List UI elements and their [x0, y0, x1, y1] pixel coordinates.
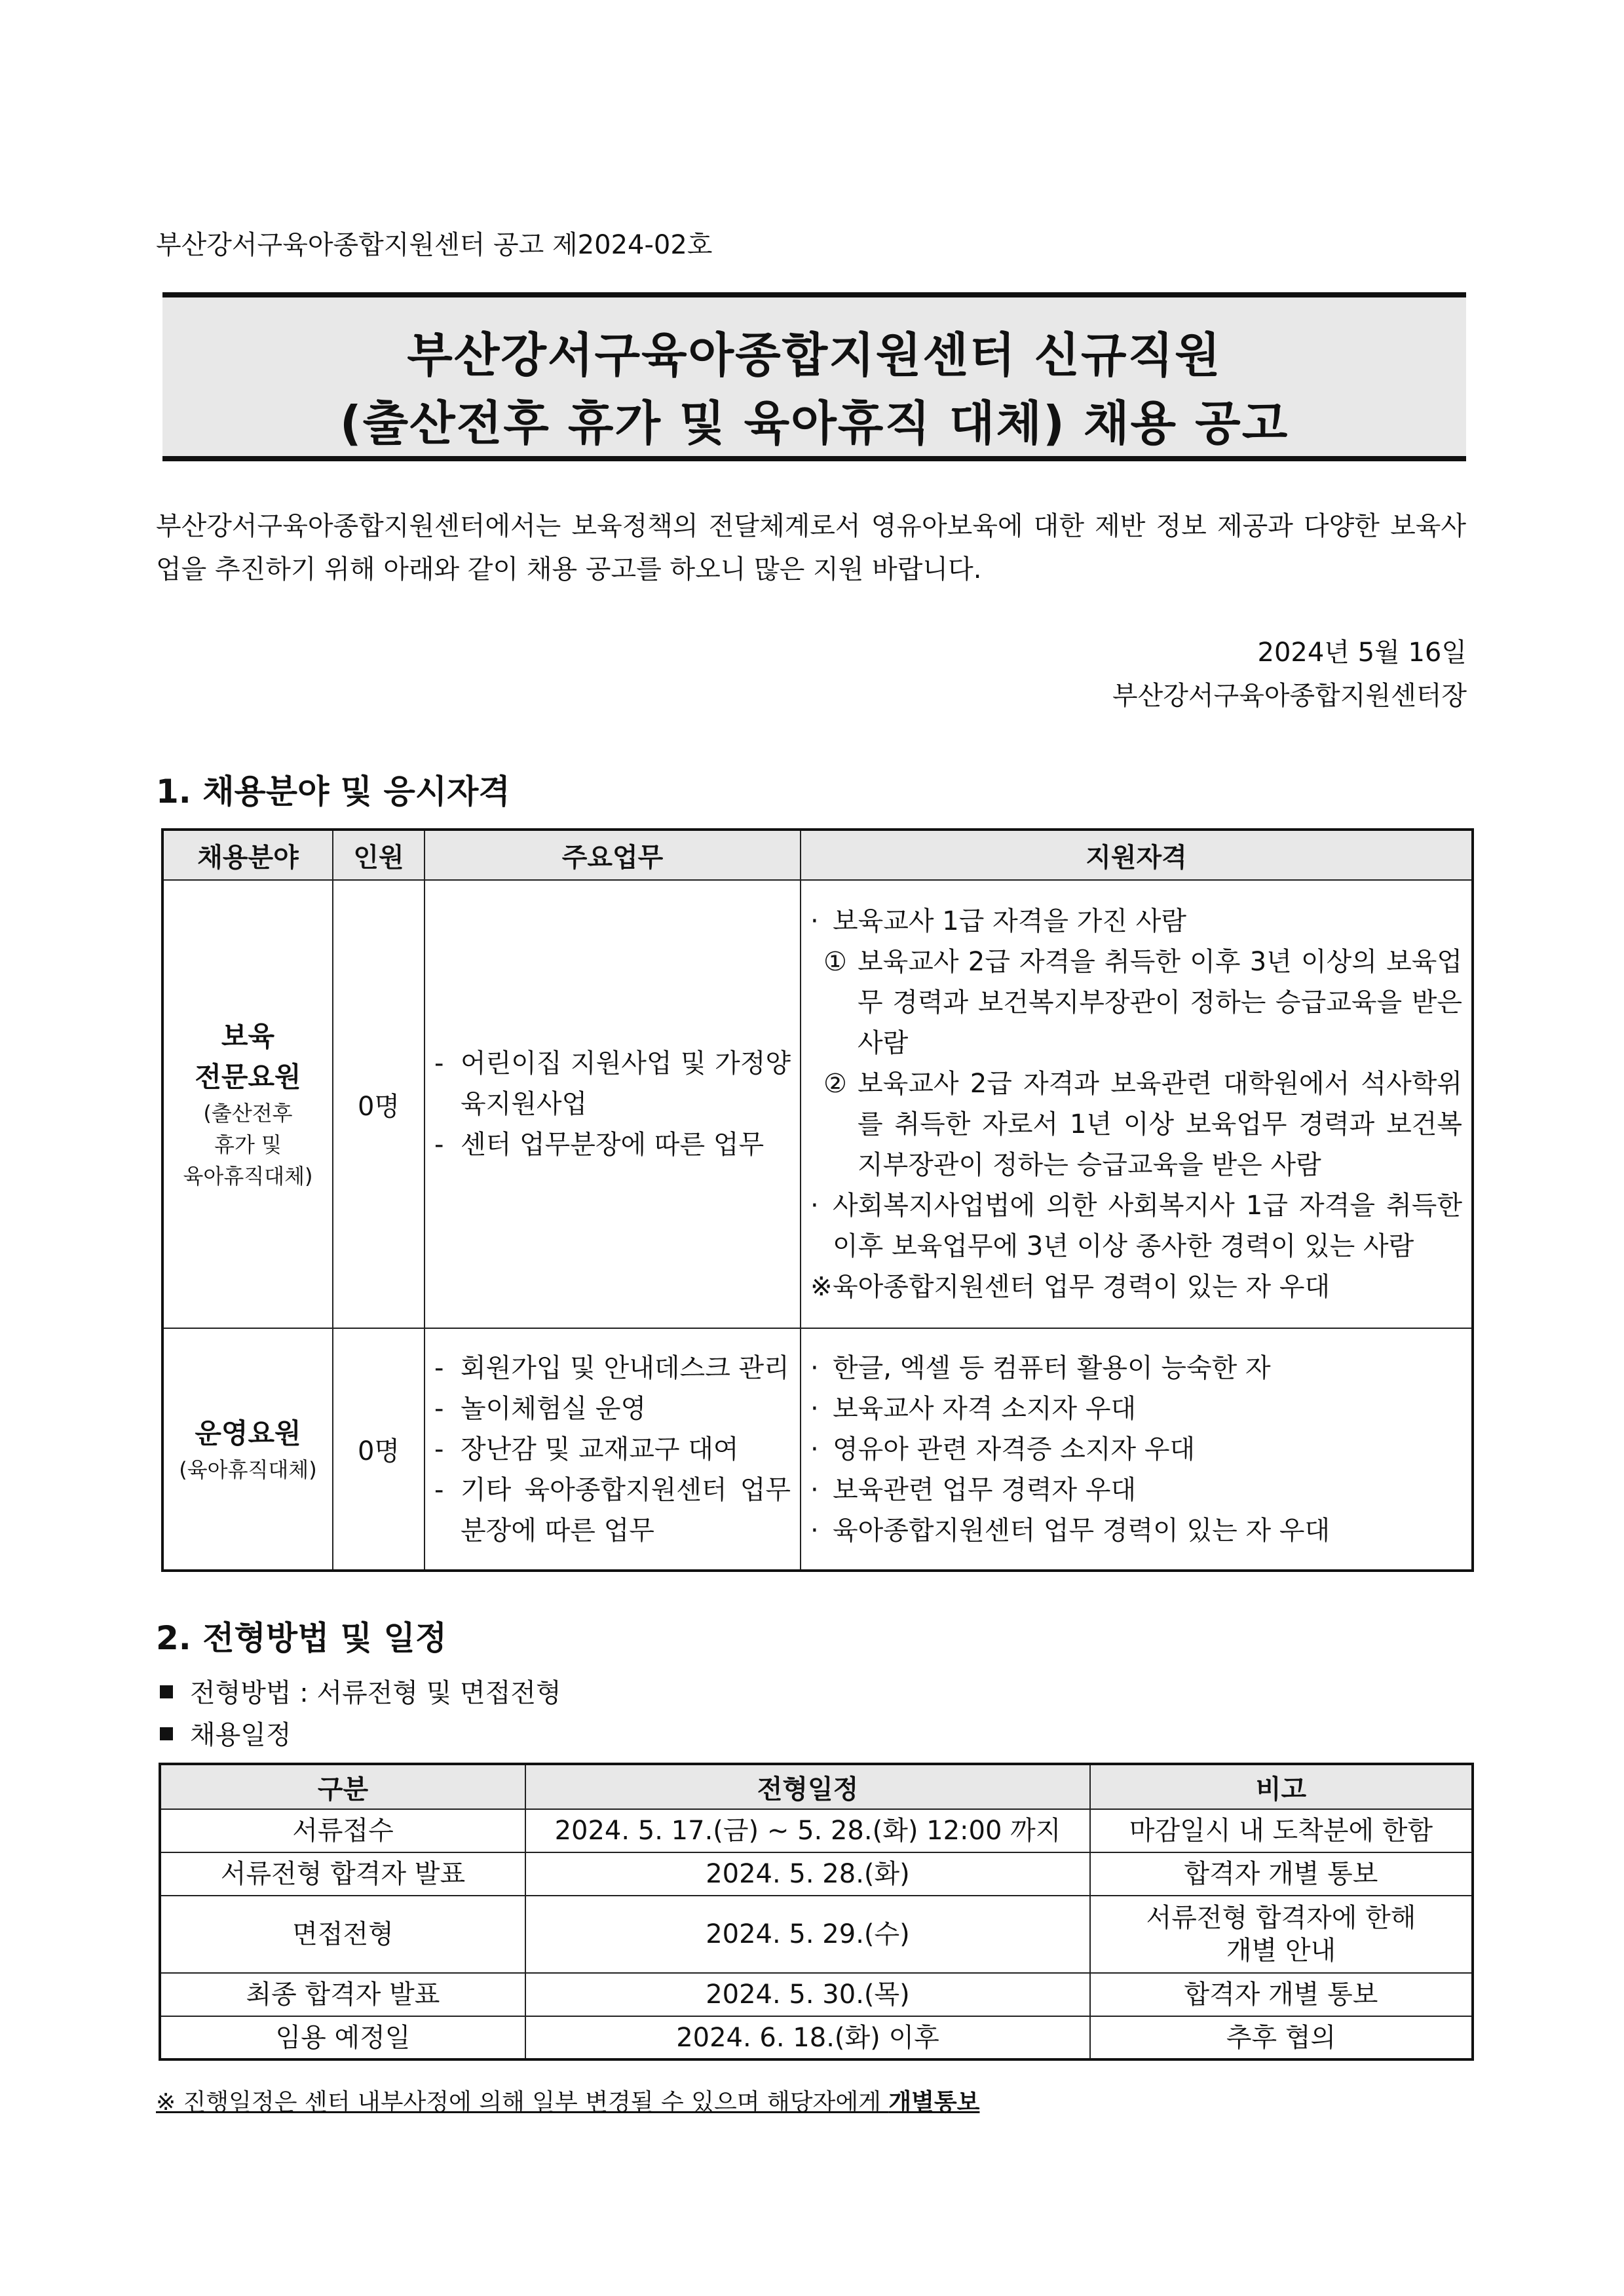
date-cell: 2024. 5. 30.(목)	[525, 1973, 1090, 2016]
list-item: - 장난감 및 교재교구 대여	[434, 1434, 739, 1464]
field-note: (출산전후	[203, 1101, 293, 1126]
notice-date: 2024년 5월 16일	[1257, 638, 1467, 668]
schedule-label: 채용일정	[160, 1714, 292, 1751]
header-field: 채용분야	[162, 830, 333, 880]
list-item: - 회원가입 및 안내데스크 관리	[434, 1352, 789, 1383]
note-cell: 서류전형 합격자에 한해 개별 안내	[1090, 1896, 1473, 1973]
field-cell	[162, 880, 333, 1328]
table-row	[160, 1896, 1473, 1973]
header-note: 비고	[1090, 1764, 1473, 1809]
field-name: 운영요원	[195, 1417, 301, 1449]
list-item: · 보육교사 자격 소지자 우대	[810, 1393, 1137, 1424]
header-count: 인원	[333, 830, 425, 880]
field-note: 육아휴직대체)	[183, 1164, 313, 1189]
table-row	[160, 1852, 1473, 1896]
page-title: 부산강서구육아종합지원센터 신규직원	[407, 328, 1222, 383]
square-bullet-icon	[160, 1685, 173, 1698]
list-item: - 어린이집 지원사업 및 가정양육지원사업	[434, 1048, 791, 1119]
list-item: · 육아종합지원센터 업무 경력이 있는 자 우대	[810, 1515, 1331, 1546]
stage-cell: 서류접수	[160, 1809, 525, 1852]
field-name: 보육	[221, 1020, 275, 1052]
stage-cell: 면접전형	[160, 1896, 525, 1973]
date-cell: 2024. 5. 17.(금) ~ 5. 28.(화) 12:00 까지	[525, 1809, 1090, 1852]
stage-cell: 서류전형 합격자 발표	[160, 1852, 525, 1896]
date-cell: 2024. 6. 18.(화) 이후	[525, 2016, 1090, 2059]
intro-paragraph: 부산강서구육아종합지원센터에서는 보육정책의 전달체계로서 영유아보육에 대한 제반 정보 제공과 다양한 보육사업을 추진하기 위해 아래와 같이 채용 공고를 하오니 많은 지원 바랍니다.	[156, 511, 1466, 584]
list-item: - 기타 육아종합지원센터 업무분장에 따른 업무	[434, 1474, 791, 1546]
field-note: 휴가 및	[214, 1132, 282, 1157]
date-cell: 2024. 5. 29.(수)	[525, 1896, 1090, 1973]
list-item: - 센터 업무분장에 따른 업무	[434, 1130, 765, 1160]
note-cell: 합격자 개별 통보	[1090, 1852, 1473, 1896]
stage-cell: 임용 예정일	[160, 2016, 525, 2059]
header-date: 전형일정	[525, 1764, 1090, 1809]
signer: 부산강서구육아종합지원센터장	[1112, 681, 1467, 711]
duties-cell	[425, 880, 801, 1328]
list-item: - 놀이체험실 운영	[434, 1393, 647, 1424]
duties-cell	[425, 1328, 801, 1571]
method-line: 전형방법 : 서류전형 및 면접전형	[160, 1672, 561, 1710]
note-cell: 추후 협의	[1090, 2016, 1473, 2059]
square-bullet-icon	[160, 1727, 173, 1740]
title-box	[162, 292, 1466, 461]
header-duties: 주요업무	[425, 830, 801, 880]
list-item: · 보육관련 업무 경력자 우대	[810, 1474, 1137, 1505]
count-cell: 0명	[333, 1328, 425, 1571]
section-1-heading: 1. 채용분야 및 응시자격	[156, 773, 510, 811]
table-header-row	[162, 830, 1473, 880]
stage-cell: 최종 합격자 발표	[160, 1973, 525, 2016]
count-cell: 0명	[333, 880, 425, 1328]
header-stage: 구분	[160, 1764, 525, 1809]
list-item: · 보육교사 1급 자격을 가진 사람	[810, 906, 1186, 936]
note-cell: 합격자 개별 통보	[1090, 1973, 1473, 2016]
qualifications-cell	[801, 1328, 1473, 1571]
date-cell: 2024. 5. 28.(화)	[525, 1852, 1090, 1896]
schedule-table	[159, 1763, 1474, 2061]
header-qualifications: 지원자격	[801, 830, 1473, 880]
table-row	[160, 1809, 1473, 1852]
list-item: ① 보육교사 2급 자격을 취득한 이후 3년 이상의 보육업무 경력과 보건복지부장관이 정하는 승급교육을 받은 사람	[823, 947, 1462, 1058]
list-item: · 한글, 엑셀 등 컴퓨터 활용이 능숙한 자	[810, 1352, 1271, 1383]
note-cell: 마감일시 내 도착분에 한함	[1090, 1809, 1473, 1852]
list-item: ② 보육교사 2급 자격과 보육관련 대학원에서 석사학위를 취득한 자로서 1년 이상 보육업무 경력과 보건복지부장관이 정하는 승급교육을 받은 사람	[823, 1069, 1462, 1180]
field-note: (육아휴직대체)	[179, 1457, 317, 1482]
table-row	[162, 880, 1473, 1328]
table-row	[160, 2016, 1473, 2059]
footnote: ※ 진행일정은 센터 내부사정에 의해 일부 변경될 수 있으며 해당자에게 개별통보	[156, 2089, 980, 2116]
list-item: ※ 육아종합지원센터 업무 경력이 있는 자 우대	[810, 1272, 1331, 1302]
list-item: · 영유아 관련 자격증 소지자 우대	[810, 1434, 1196, 1464]
qualification-table	[161, 828, 1474, 1572]
notice-number: 부산강서구육아종합지원센터 공고 제2024-02호	[156, 230, 713, 260]
footnote-emphasis: 개별통보	[888, 2089, 980, 2116]
table-header-row	[160, 1764, 1473, 1809]
table-row	[162, 1328, 1473, 1571]
field-name: 전문요원	[195, 1061, 301, 1093]
table-row	[160, 1973, 1473, 2016]
section-2-heading: 2. 전형방법 및 일정	[156, 1619, 447, 1657]
field-cell	[162, 1328, 333, 1571]
qualifications-cell	[801, 880, 1473, 1328]
page-subtitle: (출산전후 휴가 및 육아휴직 대체) 채용 공고	[339, 396, 1289, 451]
list-item: · 사회복지사업법에 의한 사회복지사 1급 자격을 취득한 이후 보육업무에 3년 이상 종사한 경력이 있는 사람	[810, 1191, 1462, 1261]
